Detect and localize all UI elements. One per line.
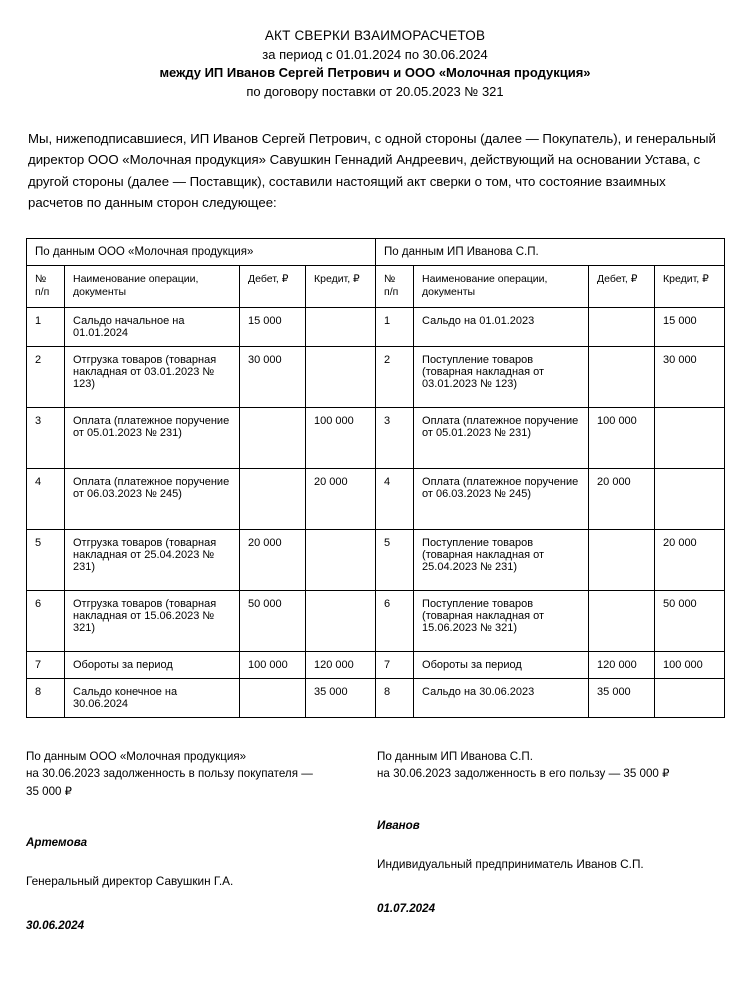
- reconciliation-table: [26, 238, 725, 718]
- row-operation-right: Обороты за период: [414, 651, 589, 678]
- row-operation-left: Сальдо конечное на 30.06.2024: [65, 678, 240, 717]
- document-header: [26, 26, 724, 102]
- row-debit-left: 50 000: [240, 590, 306, 651]
- signature-role-right: Индивидуальный предприниматель Иванов С.П.: [377, 857, 644, 872]
- reconciliation-table-wrapper: [26, 238, 724, 718]
- row-debit-right: [589, 346, 655, 407]
- intro-paragraph: Мы, нижеподписавшиеся, ИП Иванов Сергей Петрович, с одной стороны (далее — Покупатель), и генеральный директор ООО «Молочная продукция» Савушкин Геннадий Андреевич, действующий на основании Устава, с другой стороны (далее — Поставщик), составили настоящий акт сверки о том, что состояние взаимных расчетов по данным сторон следующее:: [28, 131, 716, 211]
- row-operation-right: Поступление товаров (товарная накладная от 03.01.2023 № 123): [414, 346, 589, 407]
- row-operation-left: Обороты за период: [65, 651, 240, 678]
- signature-block-left: [26, 748, 375, 935]
- row-operation-right: Сальдо на 01.01.2023: [414, 307, 589, 346]
- row-num-right: 2: [376, 346, 414, 407]
- row-credit-left: [306, 529, 376, 590]
- signature-date-left: 30.06.2024: [26, 919, 85, 933]
- col-header-debit-right: Дебет, ₽: [589, 265, 655, 307]
- table-row: [27, 651, 725, 678]
- row-credit-right: [655, 407, 725, 468]
- table-side-header-row: [27, 238, 725, 265]
- signature-block-right: [375, 748, 724, 935]
- row-operation-right: Поступление товаров (товарная накладная от 25.04.2023 № 231): [414, 529, 589, 590]
- row-debit-left: 100 000: [240, 651, 306, 678]
- row-credit-right: 100 000: [655, 651, 725, 678]
- row-debit-left: [240, 468, 306, 529]
- row-num-left: 2: [27, 346, 65, 407]
- row-debit-left: 15 000: [240, 307, 306, 346]
- row-operation-left: Оплата (платежное поручение от 05.01.2023 № 231): [65, 407, 240, 468]
- row-num-right: 1: [376, 307, 414, 346]
- row-debit-right: 120 000: [589, 651, 655, 678]
- summary-right-line1: По данным ИП Иванова С.П.: [377, 749, 533, 763]
- row-debit-left: 30 000: [240, 346, 306, 407]
- row-credit-left: 20 000: [306, 468, 376, 529]
- summary-right-line2: на 30.06.2023 задолженность в его пользу — 35 000 ₽: [377, 767, 670, 781]
- row-num-left: 4: [27, 468, 65, 529]
- row-num-left: 5: [27, 529, 65, 590]
- row-num-right: 8: [376, 678, 414, 717]
- row-debit-right: 100 000: [589, 407, 655, 468]
- row-operation-right: Оплата (платежное поручение от 05.01.2023 № 231): [414, 407, 589, 468]
- row-operation-right: Сальдо на 30.06.2023: [414, 678, 589, 717]
- row-operation-left: Отгрузка товаров (товарная накладная от 15.06.2023 № 321): [65, 590, 240, 651]
- row-operation-left: Отгрузка товаров (товарная накладная от 03.01.2023 № 123): [65, 346, 240, 407]
- table-column-header-row: [27, 265, 725, 307]
- row-debit-left: [240, 407, 306, 468]
- row-num-left: 6: [27, 590, 65, 651]
- row-credit-right: 30 000: [655, 346, 725, 407]
- side-header-left: По данным ООО «Молочная продукция»: [27, 238, 376, 265]
- row-credit-right: 15 000: [655, 307, 725, 346]
- signature-date-right: 01.07.2024: [377, 901, 436, 915]
- document-parties: между ИП Иванов Сергей Петрович и ООО «Молочная продукция»: [159, 65, 591, 81]
- table-row: [27, 468, 725, 529]
- row-operation-left: Отгрузка товаров (товарная накладная от 25.04.2023 № 231): [65, 529, 240, 590]
- row-debit-right: [589, 307, 655, 346]
- row-credit-right: [655, 678, 725, 717]
- row-debit-left: [240, 678, 306, 717]
- row-num-right: 6: [376, 590, 414, 651]
- page-title: АКТ СВЕРКИ ВЗАИМОРАСЧЕТОВ: [264, 28, 486, 43]
- document-contract: по договору поставки от 20.05.2023 № 321: [246, 84, 504, 100]
- row-num-right: 3: [376, 407, 414, 468]
- col-header-credit-right: Кредит, ₽: [655, 265, 725, 307]
- row-operation-right: Оплата (платежное поручение от 06.03.2023 № 245): [414, 468, 589, 529]
- row-num-right: 5: [376, 529, 414, 590]
- summary-left-line3: 35 000 ₽: [26, 784, 73, 798]
- row-credit-left: 120 000: [306, 651, 376, 678]
- row-num-left: 1: [27, 307, 65, 346]
- row-debit-right: [589, 529, 655, 590]
- col-header-operation-right: Наименование операции, документы: [414, 265, 589, 307]
- row-num-right: 4: [376, 468, 414, 529]
- row-credit-left: [306, 346, 376, 407]
- row-num-left: 8: [27, 678, 65, 717]
- row-debit-right: 20 000: [589, 468, 655, 529]
- row-num-left: 3: [27, 407, 65, 468]
- col-header-debit-left: Дебет, ₽: [240, 265, 306, 307]
- row-operation-left: Сальдо начальное на 01.01.2024: [65, 307, 240, 346]
- table-row: [27, 590, 725, 651]
- document-period: за период с 01.01.2024 по 30.06.2024: [262, 46, 488, 62]
- table-row: [27, 407, 725, 468]
- row-credit-left: 35 000: [306, 678, 376, 717]
- summary-left-line2: на 30.06.2023 задолженность в пользу покупателя —: [26, 767, 313, 781]
- signature-role-left: Генеральный директор Савушкин Г.А.: [26, 874, 234, 889]
- side-header-right: По данным ИП Иванова С.П.: [376, 238, 725, 265]
- row-num-right: 7: [376, 651, 414, 678]
- row-debit-right: 35 000: [589, 678, 655, 717]
- col-header-operation-left: Наименование операции, документы: [65, 265, 240, 307]
- col-header-num-left: № п/п: [27, 265, 65, 307]
- row-debit-right: [589, 590, 655, 651]
- row-credit-right: 20 000: [655, 529, 725, 590]
- summary-left-line1: По данным ООО «Молочная продукция»: [26, 749, 247, 763]
- col-header-credit-left: Кредит, ₽: [306, 265, 376, 307]
- row-credit-right: [655, 468, 725, 529]
- col-header-num-right: № п/п: [376, 265, 414, 307]
- table-row: [27, 529, 725, 590]
- table-row: [27, 346, 725, 407]
- table-row: [27, 678, 725, 717]
- row-debit-left: 20 000: [240, 529, 306, 590]
- signature-right: Иванов: [377, 818, 420, 832]
- row-credit-right: 50 000: [655, 590, 725, 651]
- row-credit-left: [306, 590, 376, 651]
- row-operation-right: Поступление товаров (товарная накладная от 15.06.2023 № 321): [414, 590, 589, 651]
- signature-left: Артемова: [26, 836, 88, 850]
- table-row: [27, 307, 725, 346]
- row-credit-left: [306, 307, 376, 346]
- row-operation-left: Оплата (платежное поручение от 06.03.2023 № 245): [65, 468, 240, 529]
- signature-section: [26, 748, 724, 935]
- row-num-left: 7: [27, 651, 65, 678]
- row-credit-left: 100 000: [306, 407, 376, 468]
